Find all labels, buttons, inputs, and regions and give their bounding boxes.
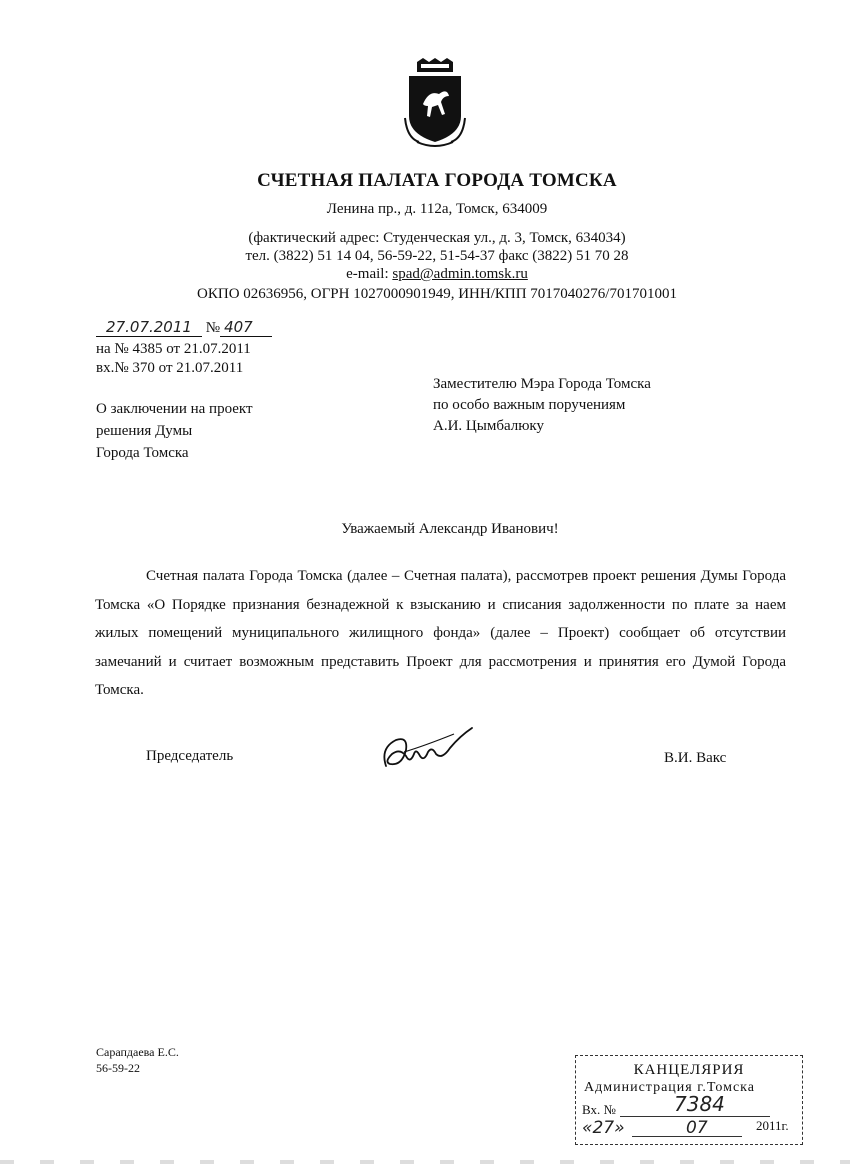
outgoing-number: 407 [220, 318, 272, 337]
executor-info [96, 1044, 179, 1076]
reply-reference: на № 4385 от 21.07.2011 [96, 341, 251, 357]
stamp-reg-number: 7384 [674, 1092, 725, 1116]
addressee-line: А.И. Цымбалюку [433, 418, 545, 434]
addressee-line: по особо важным поручениям [433, 397, 626, 413]
signer-position: Председатель [146, 748, 234, 764]
subject-line: Города Томска [96, 445, 189, 461]
executor-name: Сарапдаева Е.С. [96, 1045, 179, 1059]
subject-line: О заключении на проект [96, 401, 253, 417]
subject-line: решения Думы [96, 423, 193, 439]
scan-edge-artifact [0, 1160, 850, 1164]
addressee-line: Заместителю Мэра Города Томска [433, 376, 651, 392]
outgoing-number-line [96, 318, 272, 337]
number-sign: № [205, 320, 221, 336]
signer-name: В.И. Вакс [664, 750, 727, 766]
email-label: e-mail: [346, 266, 393, 282]
greeting: Уважаемый Александр Иванович! [341, 521, 559, 537]
actual-address: (фактический адрес: Студенческая ул., д. 3, Томск, 634034) [248, 230, 626, 246]
stamp-month: 07 [686, 1118, 708, 1138]
phone-fax-line: тел. (3822) 51 14 04, 56-59-22, 51-54-37 факс (3822) 51 70 28 [245, 248, 629, 264]
stamp-day: «27» [582, 1118, 625, 1138]
outgoing-date: 27.07.2011 [96, 318, 202, 337]
stamp-title: КАНЦЕЛЯРИЯ [633, 1062, 745, 1078]
email-link[interactable]: spad@admin.tomsk.ru [392, 266, 528, 282]
letter-subject [96, 398, 316, 464]
stamp-reg-label: Вх. № [582, 1102, 616, 1117]
legal-address: Ленина пр., д. 112а, Томск, 634009 [326, 201, 548, 217]
executor-phone: 56-59-22 [96, 1061, 140, 1075]
stamp-subtitle: Администрация г.Томска [584, 1080, 755, 1095]
organization-title: СЧЕТНАЯ ПАЛАТА ГОРОДА ТОМСКА [257, 170, 617, 191]
registry-codes: ОКПО 02636956, ОГРН 1027000901949, ИНН/КПП 7017040276/701701001 [197, 286, 677, 302]
incoming-reference: вх.№ 370 от 21.07.2011 [96, 360, 244, 376]
addressee-block [433, 374, 753, 437]
coat-of-arms-icon [403, 58, 467, 150]
stamp-year: 2011г. [756, 1118, 789, 1133]
email-line [0, 266, 850, 283]
letter-body: Счетная палата Города Томска (далее – Счетная палата), рассмотрев проект решения Думы Города Томска «О Порядке признания безнадежной к взысканию и списания задолженности по плате за наем жилых помещений муниципального жилищного фонда» (далее – Проект) сообщает об отсутствии замечаний и считает возможным представить Проект для рассмотрения и принятия его Думой Города Томска. [95, 568, 786, 698]
registration-stamp [575, 1055, 803, 1145]
handwritten-signature [374, 722, 484, 782]
